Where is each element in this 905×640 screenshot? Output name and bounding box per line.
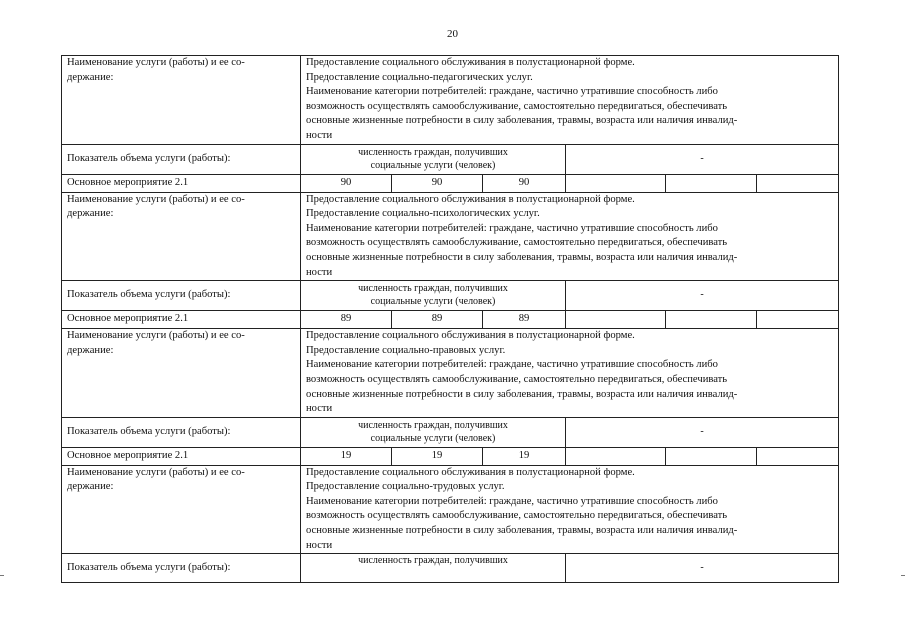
value-cell: 89	[483, 311, 566, 329]
indicator-label: Показатель объема услуги (работы):	[62, 417, 301, 447]
indicator-unit-line: социальные услуги (человек)	[370, 296, 496, 308]
content-line: ности	[306, 403, 333, 415]
indicator-dash: -	[566, 144, 839, 174]
indicator-dash: -	[566, 554, 839, 583]
service-label-line: Наименование услуги (работы) и ее со-	[67, 57, 245, 68]
content-line: Предоставление социально-правовых услуг.	[306, 344, 506, 356]
indicator-unit-line: численность граждан, получивших	[358, 283, 508, 295]
value-cell	[757, 311, 839, 329]
content-line: Предоставление социального обслуживания в полустационарной форме.	[306, 193, 635, 205]
content-line: Предоставление социально-трудовых услуг.	[306, 481, 505, 493]
service-label-line: Наименование услуги (работы) и ее со-	[67, 466, 245, 478]
value-cell: 19	[483, 447, 566, 465]
content-line: Наименование категории потребителей: граждане, частично утратившие способность либо	[306, 359, 718, 371]
value-cell: 89	[392, 311, 483, 329]
activity-row	[62, 174, 839, 192]
content-line: основные жизненные потребности в силу заболевания, травмы, возраста или наличия инвалид-	[306, 388, 738, 400]
service-label	[62, 465, 301, 554]
activity-label: Основное мероприятие 2.1	[62, 174, 301, 192]
indicator-unit-line: численность граждан, получивших	[358, 419, 508, 431]
table-body	[62, 56, 839, 583]
value-cell	[566, 447, 666, 465]
value-cell	[757, 174, 839, 192]
service-label-line: держание:	[67, 344, 114, 356]
indicator-dash: -	[566, 281, 839, 311]
service-label	[62, 192, 301, 281]
value-cell	[666, 174, 757, 192]
left-edge-mark	[0, 575, 4, 576]
content-line: возможность осуществлять самообслуживание, самостоятельно передвигаться, обеспечивать	[306, 237, 728, 249]
indicator-unit: численность граждан, получивших	[301, 554, 566, 583]
content-line: Наименование категории потребителей: граждане, частично утратившие способность либо	[306, 495, 718, 507]
service-content	[301, 465, 839, 554]
indicator-row	[62, 281, 839, 311]
page-number: 20	[447, 28, 458, 40]
indicator-label: Показатель объема услуги (работы):	[62, 554, 301, 583]
service-label-line: Наименование услуги (работы) и ее со-	[67, 330, 245, 342]
value-cell: 89	[301, 311, 392, 329]
service-label	[62, 329, 301, 418]
service-label-line: держание:	[67, 481, 114, 493]
content-line: ности	[306, 129, 333, 141]
service-content	[301, 56, 839, 145]
service-label	[62, 56, 301, 145]
content-line: основные жизненные потребности в силу заболевания, травмы, возраста или наличия инвалид-	[306, 251, 738, 263]
content-line: возможность осуществлять самообслуживание, самостоятельно передвигаться, обеспечивать	[306, 373, 728, 385]
indicator-unit	[301, 417, 566, 447]
content-line: основные жизненные потребности в силу заболевания, травмы, возраста или наличия инвалид-	[306, 525, 738, 537]
activity-row	[62, 311, 839, 329]
value-cell: 19	[392, 447, 483, 465]
value-cell: 19	[301, 447, 392, 465]
service-row	[62, 192, 839, 281]
content-line: основные жизненные потребности в силу заболевания, травмы, возраста или наличия инвалид-	[306, 115, 738, 127]
service-label-line: держание:	[67, 71, 114, 83]
service-row	[62, 56, 839, 145]
content-line: Наименование категории потребителей: граждане, частично утратившие способность либо	[306, 222, 718, 234]
indicator-unit-line: социальные услуги (человек)	[370, 432, 496, 444]
content-line: Предоставление социального обслуживания в полустационарной форме.	[306, 330, 635, 342]
indicator-dash: -	[566, 417, 839, 447]
service-content	[301, 329, 839, 418]
value-cell	[666, 447, 757, 465]
content-line: ности	[306, 266, 333, 278]
service-label-line: держание:	[67, 208, 114, 220]
value-cell: 90	[301, 174, 392, 192]
indicator-label: Показатель объема услуги (работы):	[62, 144, 301, 174]
value-cell	[757, 447, 839, 465]
value-cell: 90	[392, 174, 483, 192]
right-edge-mark	[901, 575, 905, 576]
content-line: Предоставление социально-педагогических услуг.	[306, 71, 533, 83]
indicator-unit-line: численность граждан, получивших	[358, 146, 508, 158]
value-cell	[566, 311, 666, 329]
value-cell	[666, 311, 757, 329]
activity-label: Основное мероприятие 2.1	[62, 447, 301, 465]
activity-label: Основное мероприятие 2.1	[62, 311, 301, 329]
service-table	[61, 55, 839, 583]
content-line: Предоставление социально-психологических услуг.	[306, 208, 540, 220]
service-label-line: Наименование услуги (работы) и ее со-	[67, 193, 245, 205]
content-line: ности	[306, 539, 333, 551]
service-row	[62, 329, 839, 418]
content-line: возможность осуществлять самообслуживание, самостоятельно передвигаться, обеспечивать	[306, 510, 728, 522]
content-line: Предоставление социального обслуживания в полустационарной форме.	[306, 466, 635, 478]
content-line: Предоставление социального обслуживания в полустационарной форме.	[306, 57, 635, 68]
indicator-row	[62, 144, 839, 174]
value-cell	[566, 174, 666, 192]
service-content	[301, 192, 839, 281]
indicator-label: Показатель объема услуги (работы):	[62, 281, 301, 311]
service-row	[62, 465, 839, 554]
indicator-unit	[301, 144, 566, 174]
content-line: возможность осуществлять самообслуживание, самостоятельно передвигаться, обеспечивать	[306, 100, 728, 112]
indicator-unit-line: социальные услуги (человек)	[370, 159, 496, 171]
activity-row	[62, 447, 839, 465]
indicator-row	[62, 554, 839, 583]
indicator-row	[62, 417, 839, 447]
value-cell: 90	[483, 174, 566, 192]
content-line: Наименование категории потребителей: граждане, частично утратившие способность либо	[306, 86, 718, 98]
indicator-unit	[301, 281, 566, 311]
